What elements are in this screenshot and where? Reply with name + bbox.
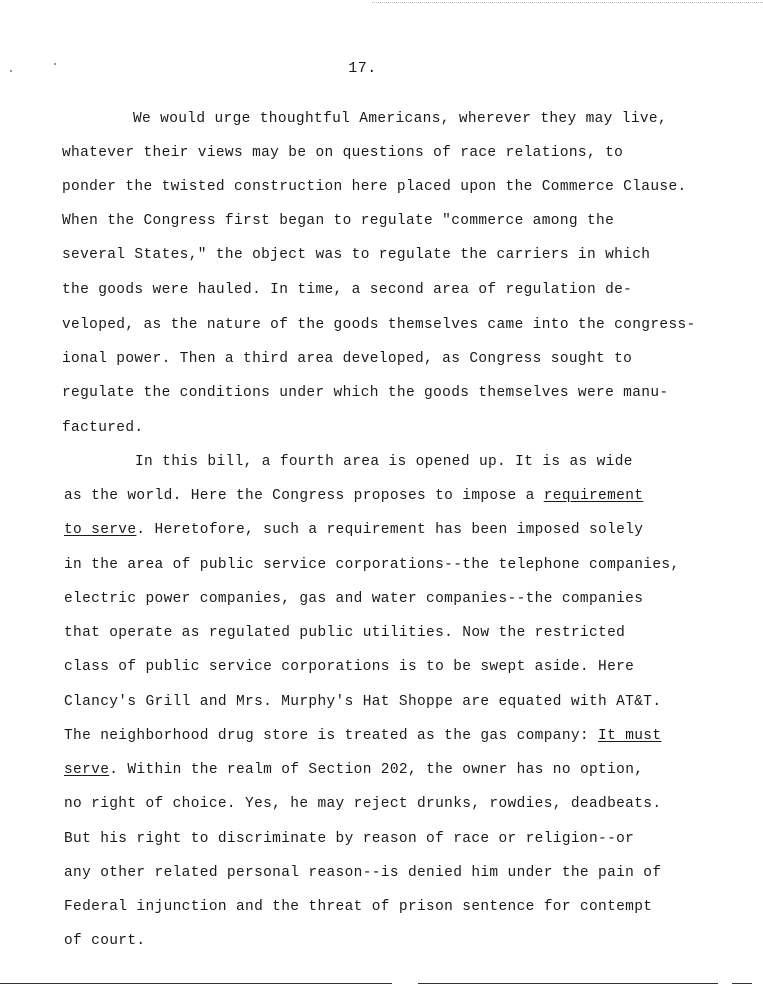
text-span: The neighborhood drug store is treated as the gas company: <box>64 728 599 744</box>
paragraph-1-line-6: the goods were hauled. In time, a second area of regulation de- <box>62 282 633 298</box>
text-span: as the world. Here the Congress proposes to impose a <box>64 488 544 504</box>
underlined-phrase: to serve <box>64 522 137 538</box>
paragraph-2-line-7: class of public service corporations is to be swept aside. Here <box>64 659 635 675</box>
paragraph-1-line-2: whatever their views may be on questions of race relations, to <box>62 145 624 161</box>
paragraph-1-line-5: several States," the object was to regulate the carriers in which <box>62 247 651 263</box>
paragraph-2-line-6: that operate as regulated public utilities. Now the restricted <box>64 625 626 641</box>
paragraph-2-line-8: Clancy's Grill and Mrs. Murphy's Hat Shoppe are equated with AT&T. <box>64 694 662 710</box>
text-span: . Within the realm of Section 202, the owner has no option, <box>109 762 644 778</box>
paragraph-2-line-5: electric power companies, gas and water companies--the companies <box>64 591 644 607</box>
paragraph-1-line-10: factured. <box>62 420 144 436</box>
text-span: . Heretofore, such a requirement has been imposed solely <box>136 522 644 538</box>
paragraph-1-line-1: We would urge thoughtful Americans, wherever they may live, <box>133 111 668 127</box>
bottom-rule-left <box>0 983 392 984</box>
paragraph-2-line-12: But his right to discriminate by reason of race or religion--or <box>64 831 635 847</box>
paragraph-2-line-15: of court. <box>64 933 146 949</box>
paragraph-2-line-10 <box>64 761 643 779</box>
underlined-phrase: It must <box>598 728 662 744</box>
bottom-rule-end <box>732 983 752 984</box>
underlined-phrase: requirement <box>543 488 644 504</box>
top-dotted-edge <box>372 2 763 5</box>
bottom-rule-right <box>418 983 718 984</box>
paragraph-2-line-4: in the area of public service corporations--the telephone companies, <box>64 557 680 573</box>
page-number: 17. <box>348 60 377 77</box>
paragraph-1-line-3: ponder the twisted construction here placed upon the Commerce Clause. <box>62 179 687 195</box>
paragraph-2-line-13: any other related personal reason--is denied him under the pain of <box>64 865 662 881</box>
underlined-phrase: serve <box>64 762 110 778</box>
paragraph-2-line-2 <box>64 487 643 505</box>
paragraph-1-line-7: veloped, as the nature of the goods themselves came into the congress- <box>62 317 696 333</box>
paragraph-2-line-1: In this bill, a fourth area is opened up. It is as wide <box>135 454 633 470</box>
paragraph-1-line-8: ional power. Then a third area developed, as Congress sought to <box>62 351 633 367</box>
paragraph-2-line-11: no right of choice. Yes, he may reject drunks, rowdies, deadbeats. <box>64 796 662 812</box>
paragraph-2-line-3 <box>64 521 643 539</box>
paragraph-1-line-4: When the Congress first began to regulate "commerce among the <box>62 213 615 229</box>
paragraph-1-line-9: regulate the conditions under which the goods themselves were manu- <box>62 385 669 401</box>
paragraph-2-line-14: Federal injunction and the threat of prison sentence for contempt <box>64 899 653 915</box>
paragraph-2-line-9 <box>64 727 661 745</box>
